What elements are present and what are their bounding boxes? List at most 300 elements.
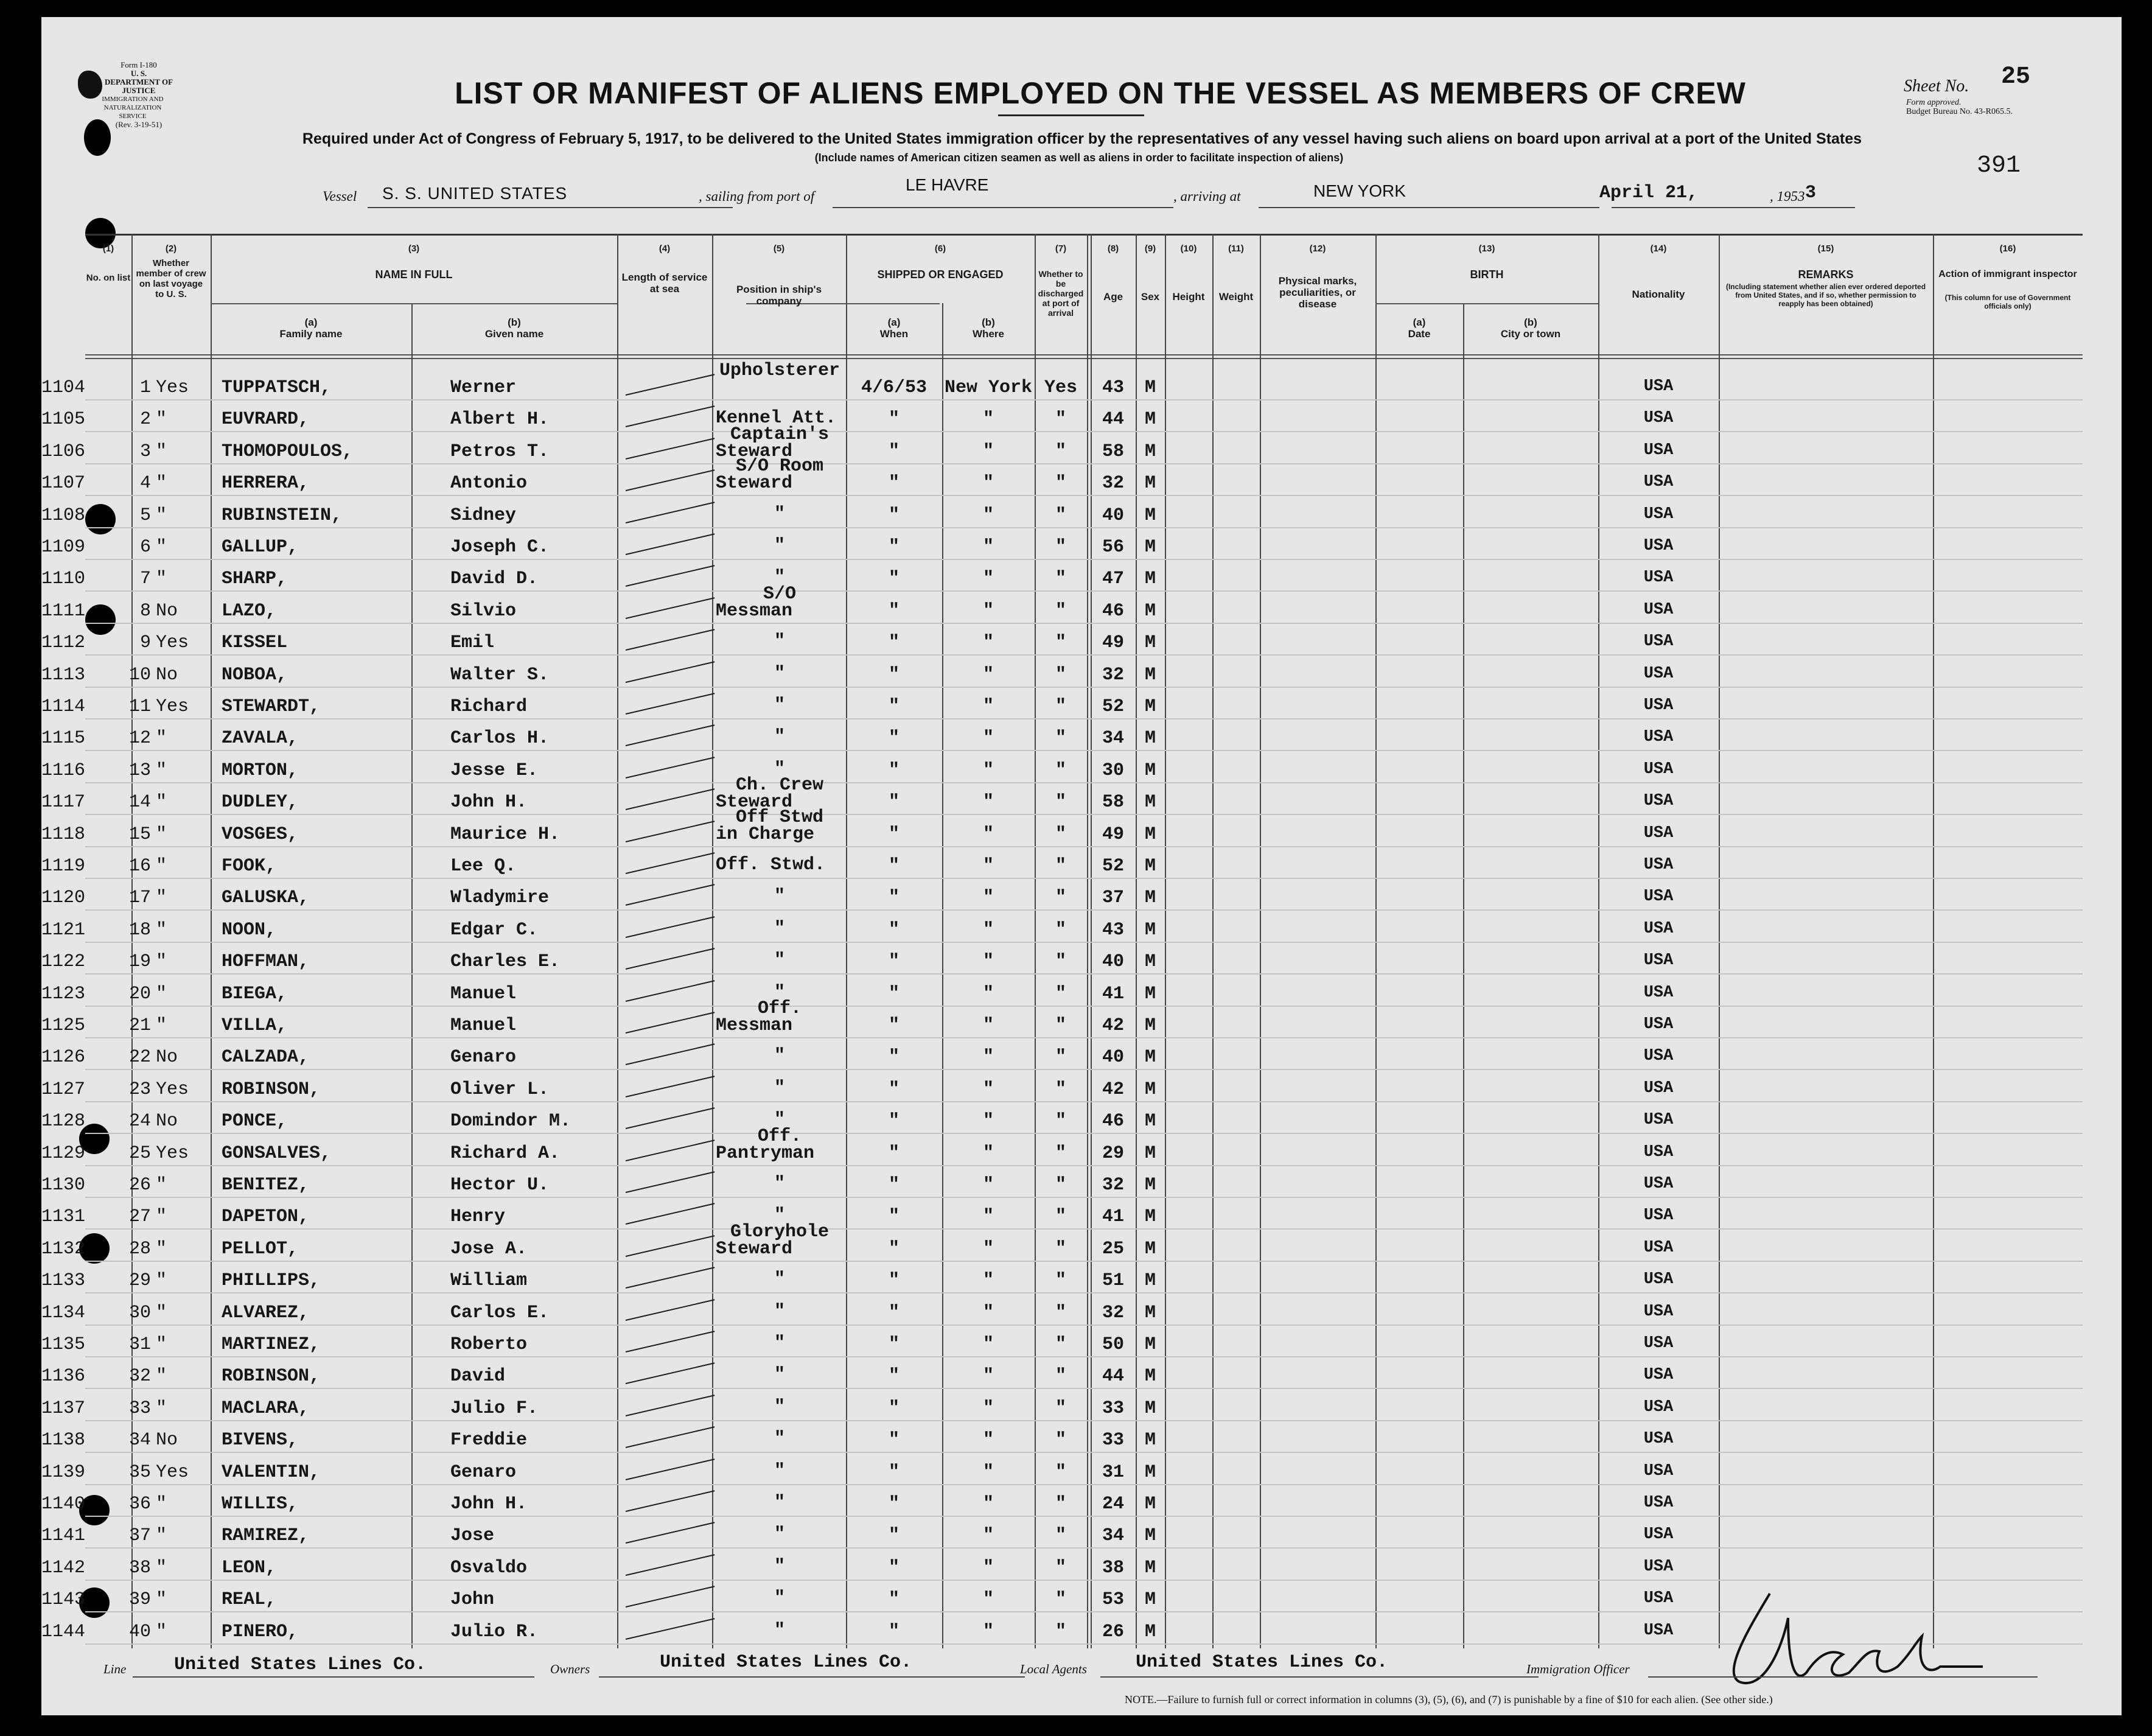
nationality: USA — [1643, 1430, 1674, 1449]
position-in-ship: Steward — [716, 473, 793, 494]
name-subheader-rule — [211, 303, 617, 304]
service-length-dash — [626, 1171, 715, 1193]
margin-number: 1123 — [41, 983, 86, 1004]
row-number: 30 — [128, 1302, 151, 1323]
row-number: 29 — [128, 1270, 151, 1292]
position-in-ship: " — [774, 1110, 785, 1131]
service-length-dash — [626, 821, 715, 842]
engaged-when: " — [888, 537, 900, 558]
nationality: USA — [1643, 951, 1674, 970]
family-name: VALENTIN, — [222, 1461, 321, 1483]
col10-number: (10) — [1180, 243, 1197, 254]
discharge-status: " — [1055, 600, 1066, 621]
sex: M — [1144, 1557, 1156, 1578]
position-in-ship: " — [774, 982, 785, 1003]
nationality: USA — [1643, 569, 1674, 587]
sex: M — [1144, 664, 1156, 685]
age: 38 — [1102, 1557, 1124, 1578]
col-nationality: Nationality — [1632, 289, 1685, 300]
table-row — [41, 976, 2083, 1008]
previous-voyage: " — [156, 728, 167, 749]
discharge-status: " — [1055, 887, 1066, 909]
discharge-status: " — [1055, 1270, 1066, 1292]
discharge-status: " — [1055, 537, 1066, 558]
sex: M — [1144, 1302, 1156, 1323]
given-name: Domindor M. — [450, 1111, 571, 1132]
position-in-ship: " — [774, 536, 785, 556]
engaged-when: " — [888, 505, 900, 526]
nationality: USA — [1643, 664, 1674, 683]
engaged-when: " — [888, 919, 900, 940]
margin-number: 1127 — [41, 1079, 86, 1100]
margin-number: 1108 — [41, 505, 86, 526]
family-name: VILLA, — [222, 1015, 288, 1036]
table-row — [41, 360, 2083, 402]
engaged-where: " — [982, 537, 994, 558]
engaged-where: " — [982, 1494, 994, 1514]
position-line1: S/O Room — [735, 456, 824, 477]
age: 46 — [1102, 1111, 1124, 1132]
previous-voyage: " — [156, 824, 167, 845]
col13-number: (13) — [1478, 243, 1495, 254]
margin-number: 1116 — [41, 760, 86, 781]
owners-fill-line — [599, 1676, 1025, 1678]
previous-voyage: " — [156, 1334, 167, 1355]
engaged-where: " — [982, 1589, 994, 1611]
service-length-dash — [626, 1107, 715, 1129]
discharge-status: " — [1055, 1238, 1066, 1259]
row-number: 12 — [128, 728, 151, 749]
service-length-dash — [626, 1203, 715, 1225]
sex: M — [1144, 760, 1156, 781]
position-in-ship: " — [774, 1493, 785, 1513]
table-row — [41, 944, 2083, 976]
row-number: 24 — [128, 1111, 151, 1132]
engaged-where: " — [982, 409, 994, 430]
margin-number: 1143 — [41, 1589, 86, 1611]
discharge-status: Yes — [1044, 377, 1077, 398]
age: 30 — [1102, 760, 1124, 781]
engaged-when: " — [888, 1175, 900, 1195]
engaged-where: " — [982, 919, 994, 940]
service-length-dash — [626, 725, 715, 747]
row-number: 34 — [128, 1430, 151, 1451]
age: 50 — [1102, 1334, 1124, 1355]
sex: M — [1144, 1334, 1156, 1355]
form-title: LIST OR MANIFEST OF ALIENS EMPLOYED ON THE VESSEL AS MEMBERS OF CREW — [455, 76, 1746, 110]
nationality: USA — [1643, 1270, 1674, 1289]
port-of-arrival: NEW YORK — [1313, 181, 1406, 200]
sex: M — [1144, 792, 1156, 813]
row-number: 32 — [128, 1366, 151, 1387]
discharge-status: " — [1055, 632, 1066, 654]
sex: M — [1144, 856, 1156, 877]
line-value: United States Lines Co. — [174, 1654, 427, 1675]
previous-voyage: " — [156, 1175, 167, 1195]
age: 49 — [1102, 824, 1124, 845]
position-in-ship: " — [774, 886, 785, 908]
age: 32 — [1102, 1175, 1124, 1195]
col-shipped-engaged: SHIPPED OR ENGAGED — [877, 268, 1004, 281]
previous-voyage: " — [156, 1270, 167, 1292]
position-in-ship: " — [774, 1524, 785, 1545]
previous-voyage: Yes — [156, 696, 189, 717]
position-line1: Captain's — [730, 424, 830, 445]
given-name: Werner — [450, 377, 517, 398]
engaged-when: " — [888, 632, 900, 654]
nationality: USA — [1643, 1589, 1674, 1608]
family-name: THOMOPOULOS, — [222, 441, 354, 462]
position-in-ship: " — [774, 1396, 785, 1418]
table-row — [41, 721, 2083, 752]
table-row — [41, 1359, 2083, 1390]
given-name: Walter S. — [450, 664, 550, 685]
table-row — [41, 1455, 2083, 1486]
margin-number: 1136 — [41, 1366, 86, 1387]
row-number: 10 — [128, 664, 151, 685]
previous-voyage: " — [156, 856, 167, 877]
manifest-sheet — [41, 17, 2122, 1715]
nationality: USA — [1643, 760, 1674, 779]
engaged-where: " — [982, 1334, 994, 1355]
position-line1: Upholsterer — [719, 360, 840, 381]
sex: M — [1144, 632, 1156, 654]
sex: M — [1144, 1398, 1156, 1419]
col-birth-date: (a) Date — [1408, 317, 1431, 340]
discharge-status: " — [1055, 473, 1066, 494]
family-name: HERRERA, — [222, 473, 310, 494]
engaged-when: " — [888, 856, 900, 877]
age: 26 — [1102, 1621, 1124, 1642]
family-name: PHILLIPS, — [222, 1270, 321, 1292]
arriving-label: , arriving at — [1173, 189, 1241, 204]
table-row — [41, 1221, 2083, 1263]
discharge-status: " — [1055, 696, 1066, 717]
engaged-when: " — [888, 1621, 900, 1642]
previous-voyage: " — [156, 1238, 167, 1259]
col-discharged: Whether to be discharged at port of arrival — [1038, 269, 1084, 318]
row-number: 6 — [139, 537, 151, 558]
table-row — [41, 456, 2083, 497]
position-in-ship: " — [774, 1588, 785, 1609]
family-name: WILLIS, — [222, 1494, 299, 1514]
given-name: Edgar C. — [450, 919, 539, 940]
position-in-ship: " — [774, 503, 785, 525]
sex: M — [1144, 951, 1156, 973]
family-name: BENITEZ, — [222, 1175, 310, 1195]
previous-voyage: " — [156, 1621, 167, 1642]
engaged-when: " — [888, 1430, 900, 1451]
given-name: Julio R. — [450, 1621, 539, 1642]
age: 32 — [1102, 664, 1124, 685]
table-row — [41, 1295, 2083, 1327]
previous-voyage: Yes — [156, 377, 189, 398]
engaged-when: " — [888, 1334, 900, 1355]
sex: M — [1144, 441, 1156, 462]
table-row — [41, 1104, 2083, 1135]
form-revision: (Rev. 3-19-51) — [115, 120, 162, 129]
col4-number: (4) — [659, 243, 671, 254]
service-length-dash — [626, 565, 715, 587]
service-length-dash — [626, 1618, 715, 1640]
immigration-officer-label: Immigration Officer — [1526, 1662, 1630, 1676]
given-name: Julio F. — [450, 1398, 539, 1419]
engaged-where: " — [982, 1461, 994, 1483]
table-row — [41, 424, 2083, 466]
row-number: 35 — [128, 1461, 151, 1483]
row-number: 7 — [139, 569, 151, 590]
sex: M — [1144, 1079, 1156, 1100]
nationality: USA — [1643, 1015, 1674, 1034]
table-row — [41, 1040, 2083, 1071]
col-family-name: (a) Family name — [279, 317, 343, 340]
sheet-number: 25 — [2001, 63, 2031, 91]
given-name: Jesse E. — [450, 760, 539, 781]
position-in-ship: " — [774, 1046, 785, 1067]
previous-voyage: " — [156, 537, 167, 558]
service-length-dash — [626, 980, 715, 1002]
position-in-ship: " — [774, 727, 785, 748]
officer-fill-line — [1648, 1676, 2038, 1678]
engaged-where: " — [982, 664, 994, 685]
age: 32 — [1102, 1302, 1124, 1323]
service-length-dash — [626, 1012, 715, 1034]
position-in-ship: " — [774, 695, 785, 716]
position-line1: Off. — [757, 1125, 802, 1147]
table-row — [41, 1125, 2083, 1167]
given-name: Emil — [450, 632, 495, 654]
service-length-dash — [626, 502, 715, 523]
engaged-where: " — [982, 1175, 994, 1195]
engaged-where: " — [982, 632, 994, 654]
service-name: IMMIGRATION AND NATURALIZATION SERVICE — [102, 96, 164, 120]
engaged-where: " — [982, 1015, 994, 1036]
nationality: USA — [1643, 983, 1674, 1002]
margin-number: 1125 — [41, 1015, 86, 1036]
col-previous-voyage: Whether member of crew on last voyage to U. S. — [136, 258, 206, 299]
age: 47 — [1102, 569, 1124, 590]
sex: M — [1144, 1015, 1156, 1036]
table-row — [41, 998, 2083, 1040]
nationality: USA — [1643, 1206, 1674, 1225]
engaged-when: " — [888, 792, 900, 813]
age: 31 — [1102, 1461, 1124, 1483]
given-name: Genaro — [450, 1047, 517, 1068]
discharge-status: " — [1055, 728, 1066, 749]
given-name: Antonio — [450, 473, 528, 494]
discharge-status: " — [1055, 1461, 1066, 1483]
col-remarks-note: (Including statement whether alien ever ordered deported from United States, and if so, whether permission to reapply has been obtained) — [1725, 282, 1926, 308]
family-name: PONCE, — [222, 1111, 288, 1132]
discharge-status: " — [1055, 1366, 1066, 1387]
engaged-where: " — [982, 983, 994, 1004]
row-number: 5 — [139, 505, 151, 526]
table-row — [41, 1072, 2083, 1104]
table-row — [41, 402, 2083, 433]
previous-voyage: Yes — [156, 632, 189, 654]
nationality: USA — [1643, 1079, 1674, 1097]
margin-number: 1119 — [41, 856, 86, 877]
engaged-when: " — [888, 1461, 900, 1483]
family-name: ALVAREZ, — [222, 1302, 310, 1323]
col-inspector-note: (This column for use of Government officials only) — [1944, 293, 2071, 310]
discharge-status: " — [1055, 1557, 1066, 1578]
given-name: Lee Q. — [450, 856, 517, 877]
given-name: Roberto — [450, 1334, 528, 1355]
engaged-when: " — [888, 441, 900, 462]
previous-voyage: " — [156, 1557, 167, 1578]
previous-voyage: Yes — [156, 1461, 189, 1483]
col6-number: (6) — [934, 243, 946, 254]
table-row — [41, 1423, 2083, 1454]
age: 53 — [1102, 1589, 1124, 1611]
row-number: 23 — [128, 1079, 151, 1100]
age: 58 — [1102, 441, 1124, 462]
service-length-dash — [626, 469, 715, 491]
discharge-status: " — [1055, 1111, 1066, 1132]
age: 34 — [1102, 1525, 1124, 1547]
sex: M — [1144, 1238, 1156, 1259]
sex: M — [1144, 1589, 1156, 1611]
col-birth-city: (b) City or town — [1500, 317, 1561, 340]
engaged-where: " — [982, 1270, 994, 1292]
discharge-status: " — [1055, 1143, 1066, 1164]
sex: M — [1144, 1621, 1156, 1642]
margin-number: 1138 — [41, 1430, 86, 1451]
given-name: Sidney — [450, 505, 517, 526]
position-in-ship: Steward — [716, 792, 793, 813]
row-number: 16 — [128, 856, 151, 877]
service-length-dash — [626, 1426, 715, 1448]
age: 56 — [1102, 537, 1124, 558]
family-name: BIVENS, — [222, 1430, 299, 1451]
row-number: 22 — [128, 1047, 151, 1068]
age: 24 — [1102, 1494, 1124, 1514]
nationality: USA — [1643, 409, 1674, 428]
margin-number: 1131 — [41, 1206, 86, 1228]
year-suffix: 3 — [1805, 183, 1817, 203]
sex: M — [1144, 409, 1156, 430]
nationality: USA — [1643, 1047, 1674, 1066]
family-name: CALZADA, — [222, 1047, 310, 1068]
table-row — [41, 1263, 2083, 1295]
family-name: BIEGA, — [222, 983, 288, 1004]
position-in-ship: Off. Stwd. — [716, 855, 826, 875]
age: 52 — [1102, 696, 1124, 717]
service-length-dash — [626, 1586, 715, 1608]
engaged-when: " — [888, 728, 900, 749]
nationality: USA — [1643, 1557, 1674, 1576]
sex: M — [1144, 1270, 1156, 1292]
col-given-name: (b) Given name — [484, 317, 544, 340]
age: 32 — [1102, 473, 1124, 494]
service-length-dash — [626, 852, 715, 874]
previous-voyage: " — [156, 505, 167, 526]
sailing-label: , sailing from port of — [699, 189, 815, 204]
discharge-status: " — [1055, 664, 1066, 685]
engaged-when: " — [888, 1494, 900, 1514]
col14-number: (14) — [1650, 243, 1667, 254]
discharge-status: " — [1055, 1621, 1066, 1642]
sex: M — [1144, 728, 1156, 749]
table-top-rule — [85, 234, 2083, 236]
local-agents-value: United States Lines Co. — [1136, 1652, 1388, 1673]
position-in-ship: Pantryman — [716, 1143, 815, 1164]
previous-voyage: " — [156, 1206, 167, 1228]
margin-number: 1106 — [41, 441, 86, 462]
position-in-ship: " — [774, 663, 785, 684]
margin-number: 1115 — [41, 728, 86, 749]
col-birth: BIRTH — [1470, 268, 1504, 281]
budget-bureau-number: Budget Bureau No. 43-R065.5. — [1906, 107, 2013, 116]
sex: M — [1144, 919, 1156, 940]
col11-number: (11) — [1228, 243, 1244, 254]
margin-number: 1144 — [41, 1621, 86, 1642]
engaged-when: " — [888, 824, 900, 845]
position-in-ship: " — [774, 1205, 785, 1227]
agents-fill-line — [1100, 1676, 1539, 1678]
service-length-dash — [626, 1458, 715, 1480]
previous-voyage: Yes — [156, 1079, 189, 1100]
service-length-dash — [626, 693, 715, 715]
age: 29 — [1102, 1143, 1124, 1164]
family-name: FOOK, — [222, 856, 277, 877]
col-remarks: REMARKS — [1798, 268, 1854, 281]
position-line1: Off Stwd — [735, 807, 824, 828]
header-bottom-rule — [85, 358, 2083, 359]
row-number: 4 — [139, 473, 151, 494]
position-in-ship: " — [774, 1365, 785, 1386]
age: 40 — [1102, 951, 1124, 973]
service-length-dash — [626, 661, 715, 683]
given-name: Albert H. — [450, 409, 550, 430]
discharge-status: " — [1055, 1589, 1066, 1611]
sex: M — [1144, 1430, 1156, 1451]
discharge-status: " — [1055, 1494, 1066, 1514]
approval-line: Form approved. — [1906, 98, 1962, 107]
table-row — [41, 1327, 2083, 1359]
discharge-status: " — [1055, 1047, 1066, 1068]
row-number: 11 — [128, 696, 151, 717]
engaged-where: " — [982, 1238, 994, 1259]
port-of-departure: LE HAVRE — [906, 175, 989, 194]
age: 46 — [1102, 600, 1124, 621]
row-number: 31 — [128, 1334, 151, 1355]
table-row — [41, 753, 2083, 785]
previous-voyage: No — [156, 1111, 178, 1132]
discharge-status: " — [1055, 1206, 1066, 1228]
engaged-when: " — [888, 569, 900, 590]
row-number: 9 — [139, 632, 151, 654]
service-length-dash — [626, 884, 715, 906]
engaged-when: " — [888, 951, 900, 973]
given-name: John — [450, 1589, 495, 1611]
engaged-when: " — [888, 664, 900, 685]
engaged-where: " — [982, 1366, 994, 1387]
col15-number: (15) — [1817, 243, 1834, 254]
discharge-status: " — [1055, 569, 1066, 590]
previous-voyage: No — [156, 1047, 178, 1068]
position-line1: Gloryhole — [730, 1221, 830, 1242]
margin-number: 1117 — [41, 792, 86, 813]
engaged-where: " — [982, 760, 994, 781]
nationality: USA — [1643, 1461, 1674, 1480]
margin-number: 1139 — [41, 1461, 86, 1483]
service-length-dash — [626, 788, 715, 810]
table-row — [41, 880, 2083, 912]
discharge-status: " — [1055, 919, 1066, 940]
discharge-status: " — [1055, 824, 1066, 845]
